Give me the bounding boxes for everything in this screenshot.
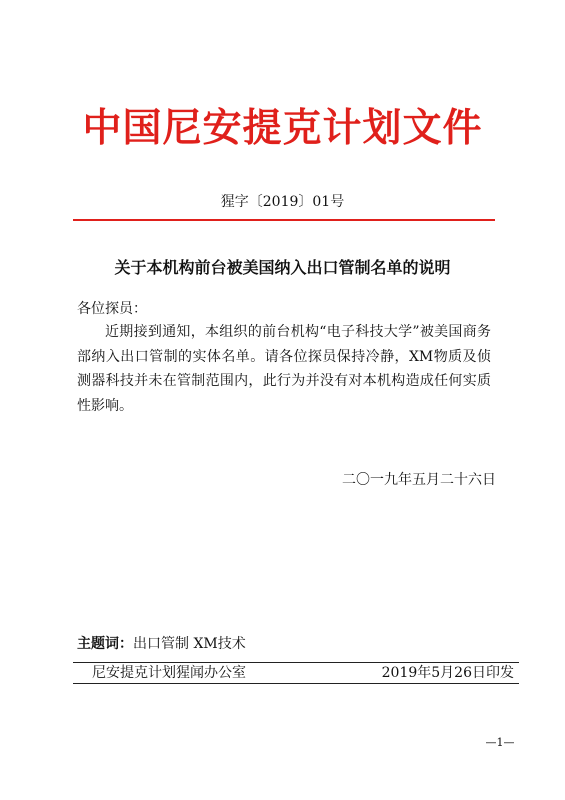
document-number: 猩字〔2019〕01号 — [220, 194, 345, 210]
footer-bottom-rule — [73, 683, 519, 684]
footer-top-rule — [73, 662, 519, 663]
keywords-label: 主题词： — [77, 636, 133, 652]
keywords-line — [77, 634, 246, 654]
page-number: —1— — [485, 736, 515, 749]
notice-date: 二〇一九年五月二十六日 — [342, 472, 496, 488]
notice-title: 关于本机构前台被美国纳入出口管制名单的说明 — [114, 258, 451, 277]
issue-date: 2019年5月26日印发 — [381, 665, 514, 681]
salutation: 各位探员： — [77, 301, 147, 317]
issuing-office: 尼安提克计划猩闻办公室 — [92, 665, 246, 681]
keywords-value: 出口管制 XM技术 — [133, 636, 246, 652]
red-divider — [73, 219, 495, 221]
notice-body: 近期接到通知，本组织的前台机构“电子科技大学”被美国商务部纳入出口管制的实体名单。请各位探员保持冷静，XM物质及侦测器科技并未在管制范围内，此行为并没有对本机构造成任何实质性影响。 — [77, 324, 491, 414]
document-header-title: 中国尼安提克计划文件 — [82, 106, 483, 151]
